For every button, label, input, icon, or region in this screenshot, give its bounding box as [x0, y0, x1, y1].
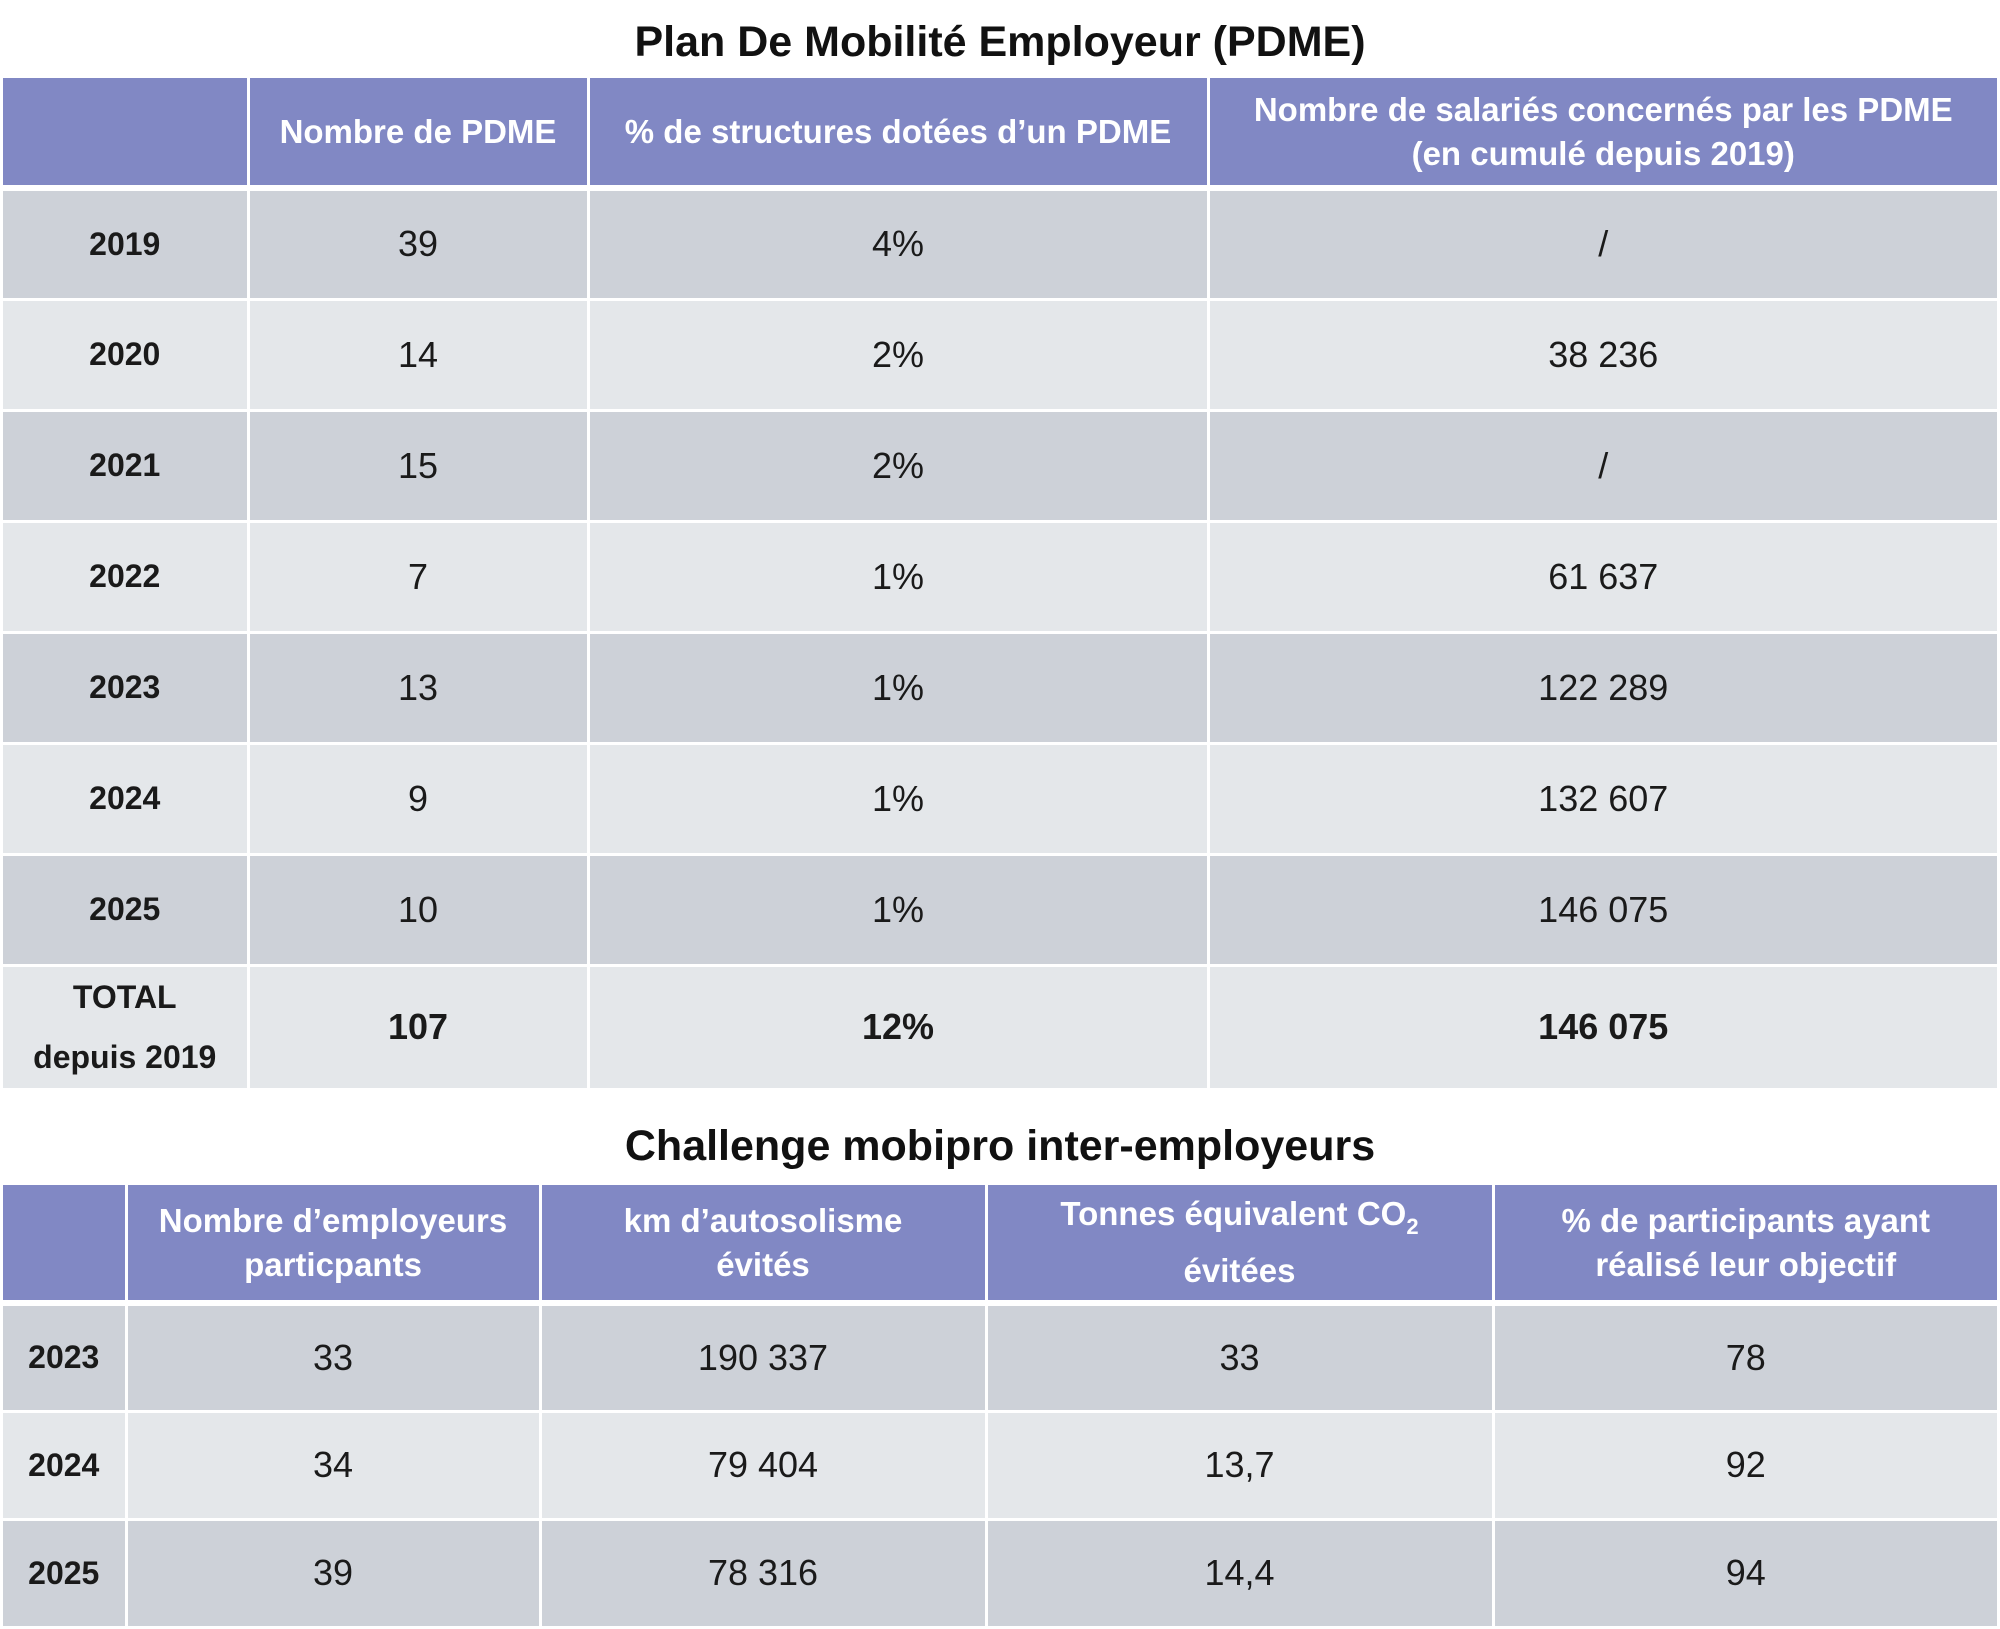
row-year: 2023: [3, 632, 248, 743]
row-employers: 34: [126, 1411, 540, 1519]
row-employees: 61 637: [1208, 521, 1997, 632]
row-employers: 33: [126, 1303, 540, 1411]
row-count: 13: [248, 632, 588, 743]
header-empty-cell: [3, 1185, 126, 1303]
header-km-line1: km d’autosolisme: [623, 1201, 903, 1239]
pdme-header-row: [3, 78, 1997, 188]
header-goal-line2: réalisé leur objectif: [1595, 1245, 1897, 1283]
table-row: [3, 1303, 1997, 1411]
row-year: 2022: [3, 521, 248, 632]
row-year: 2025: [3, 1519, 126, 1627]
total-count: 107: [248, 965, 588, 1089]
header-empty-cell: [3, 78, 248, 188]
row-year: 2024: [3, 1411, 126, 1519]
header-goal-reached: [1493, 1185, 1997, 1303]
header-employers: [126, 1185, 540, 1303]
row-count: 9: [248, 743, 588, 854]
row-year: 2021: [3, 410, 248, 521]
challenge-table: [3, 1185, 1997, 1629]
row-count: 15: [248, 410, 588, 521]
row-employers: 39: [126, 1519, 540, 1627]
row-count: 39: [248, 188, 588, 299]
table-row: [3, 632, 1997, 743]
header-pdme-percent: % de structures dotées d’un PDME: [588, 78, 1208, 188]
header-employees: [1208, 78, 1997, 188]
row-goal: 92: [1493, 1411, 1997, 1519]
table-row: [3, 1411, 1997, 1519]
row-employees: 132 607: [1208, 743, 1997, 854]
header-employers-line2: particpants: [244, 1245, 422, 1283]
challenge-header-row: [3, 1185, 1997, 1303]
row-employees: 122 289: [1208, 632, 1997, 743]
table-row: [3, 188, 1997, 299]
row-percent: 2%: [588, 299, 1208, 410]
header-co2-avoided: [986, 1185, 1493, 1303]
total-percent: 12%: [588, 965, 1208, 1089]
row-count: 14: [248, 299, 588, 410]
total-employees: 146 075: [1208, 965, 1997, 1089]
row-year: 2025: [3, 854, 248, 965]
row-employees: /: [1208, 188, 1997, 299]
table-row: [3, 743, 1997, 854]
table-row: [3, 854, 1997, 965]
header-co2-text: Tonnes équivalent CO: [1060, 1195, 1407, 1232]
header-km-line2: évités: [716, 1245, 810, 1283]
row-year: 2023: [3, 1303, 126, 1411]
row-percent: 1%: [588, 854, 1208, 965]
table-row: [3, 1519, 1997, 1627]
row-year: 2024: [3, 743, 248, 854]
table-row: [3, 299, 1997, 410]
pdme-table: [3, 78, 1997, 1091]
row-goal: 94: [1493, 1519, 1997, 1627]
total-label: [3, 965, 248, 1089]
row-percent: 1%: [588, 521, 1208, 632]
header-co2-line1: [988, 1192, 1492, 1249]
row-year: 2020: [3, 299, 248, 410]
header-km-avoided: [540, 1185, 986, 1303]
total-label-line2: depuis 2019: [33, 1039, 217, 1075]
row-percent: 2%: [588, 410, 1208, 521]
row-percent: 4%: [588, 188, 1208, 299]
row-km: 190 337: [540, 1303, 986, 1411]
row-km: 79 404: [540, 1411, 986, 1519]
header-co2-subscript: 2: [1406, 1214, 1419, 1239]
header-goal-line1: % de participants ayant: [1561, 1201, 1931, 1239]
row-count: 7: [248, 521, 588, 632]
row-goal: 78: [1493, 1303, 1997, 1411]
header-pdme-count: Nombre de PDME: [248, 78, 588, 188]
total-row: [3, 965, 1997, 1089]
row-co2: 33: [986, 1303, 1493, 1411]
header-co2-line2: évitées: [1183, 1252, 1296, 1289]
row-employees: 146 075: [1208, 854, 1997, 965]
header-employees-line1: Nombre de salariés concernés par les PDME: [1253, 90, 1953, 128]
pdme-title: Plan De Mobilité Employeur (PDME): [634, 18, 1366, 66]
table-row: [3, 410, 1997, 521]
table-row: [3, 521, 1997, 632]
row-employees: 38 236: [1208, 299, 1997, 410]
row-km: 78 316: [540, 1519, 986, 1627]
row-percent: 1%: [588, 632, 1208, 743]
row-percent: 1%: [588, 743, 1208, 854]
header-employees-line2: (en cumulé depuis 2019): [1411, 134, 1795, 172]
challenge-title: Challenge mobipro inter-employeurs: [624, 1122, 1376, 1170]
total-label-line1: TOTAL: [72, 979, 177, 1015]
header-employers-line1: Nombre d’employeurs: [158, 1201, 508, 1239]
row-co2: 14,4: [986, 1519, 1493, 1627]
row-employees: /: [1208, 410, 1997, 521]
row-year: 2019: [3, 188, 248, 299]
row-co2: 13,7: [986, 1411, 1493, 1519]
row-count: 10: [248, 854, 588, 965]
